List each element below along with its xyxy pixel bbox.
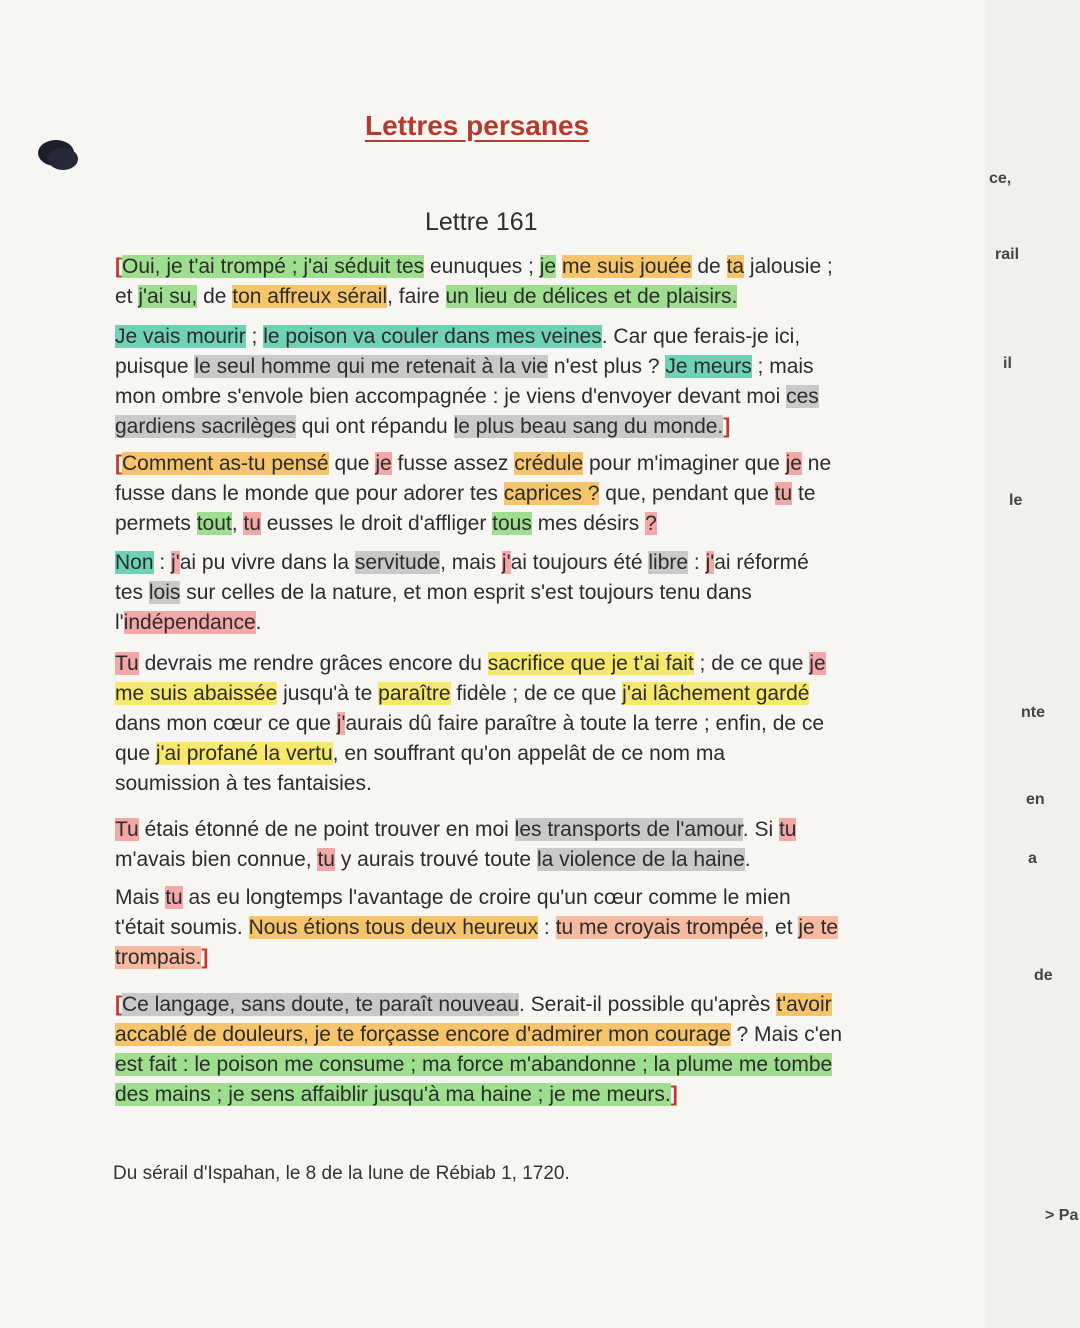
highlighted-text: ces	[786, 385, 819, 408]
text-run: que	[328, 452, 376, 475]
highlighted-text: Tu	[115, 652, 139, 675]
highlighted-text: tu	[774, 482, 793, 505]
text-run: soumission à tes fantaisies.	[115, 772, 372, 795]
text-line	[115, 509, 915, 539]
highlighted-text: est fait : le poison me consume ; ma force m'abandonne ; la plume me tombe	[115, 1053, 833, 1076]
highlighted-text: tu	[165, 886, 183, 909]
text-run: ai réformé	[714, 551, 809, 574]
annotation-bracket: [	[115, 255, 122, 278]
highlighted-text: tu	[778, 818, 797, 841]
highlighted-text: des mains ; je sens affaiblir jusqu'à ma haine ; je me meurs.	[115, 1083, 671, 1106]
highlighted-text: accablé de douleurs, je te forçasse encore d'admirer mon courage	[115, 1023, 731, 1046]
text-run: t'était soumis.	[115, 916, 249, 939]
text-run: de	[197, 285, 233, 308]
highlighted-text: trompais.	[115, 946, 202, 969]
text-run: devrais me rendre grâces encore du	[138, 652, 488, 675]
text-run: ; de ce que	[693, 652, 810, 675]
highlighted-text: gardiens sacrilèges	[115, 415, 296, 438]
text-run: l'	[115, 611, 124, 634]
text-run: permets	[115, 512, 197, 535]
text-run: , en souffrant qu'on appelât de ce nom ma	[332, 742, 726, 765]
text-run: te	[792, 482, 816, 505]
highlighted-text: j'ai lâchement gardé	[622, 682, 810, 705]
paragraph	[115, 322, 915, 442]
text-line	[115, 913, 915, 943]
highlighted-text: le plus beau sang du monde.	[453, 415, 724, 438]
text-run: sur celles de la nature, et mon esprit s'est toujours tenu dans	[180, 581, 752, 604]
highlighted-text: les transports de l'amour	[514, 818, 743, 841]
highlighted-text: j'	[501, 551, 511, 574]
paragraph	[115, 990, 915, 1110]
highlighted-text: tout	[196, 512, 232, 535]
binder-hole-shadow	[48, 148, 78, 170]
text-line	[115, 709, 915, 739]
text-run: dans mon cœur ce que	[115, 712, 337, 735]
highlighted-text: tu	[317, 848, 335, 871]
text-run: , et	[763, 916, 799, 939]
text-run: aurais dû faire paraître à toute la terre ; enfin, de ce	[345, 712, 825, 735]
highlighted-text: tu me croyais trompée	[555, 916, 764, 939]
annotation-bracket: ]	[670, 1083, 678, 1106]
text-run: , mais	[440, 551, 502, 574]
text-run: ne	[801, 452, 832, 475]
margin-fragment: il	[1003, 355, 1012, 372]
highlighted-text: indépendance	[123, 611, 256, 634]
highlighted-text: Oui, je t'ai trompé ; j'ai séduit tes	[122, 255, 425, 278]
margin-fragment: le	[1009, 492, 1023, 509]
text-run: que	[115, 742, 156, 765]
signature-line: Du sérail d'Ispahan, le 8 de la lune de Rébiab 1, 1720.	[113, 1163, 570, 1184]
margin-fragment: de	[1034, 967, 1053, 984]
text-line	[115, 883, 915, 913]
text-run: mon ombre s'envole bien accompagnée : je viens d'envoyer devant moi	[115, 385, 787, 408]
highlighted-text: me suis abaissée	[115, 682, 278, 705]
highlighted-text: je	[375, 452, 392, 475]
highlighted-text: Comment as-tu pensé	[122, 452, 329, 475]
highlighted-text: ?	[645, 512, 657, 535]
highlighted-text: un lieu de délices et de plaisirs.	[445, 285, 738, 308]
text-run: jalousie ;	[744, 255, 833, 278]
text-run: m'avais bien connue,	[115, 848, 318, 871]
paragraph	[115, 449, 915, 539]
text-run: que, pendant que	[599, 482, 775, 505]
text-run: pour m'imaginer que	[583, 452, 786, 475]
highlighted-text: Je vais mourir	[115, 325, 246, 348]
highlighted-text: paraître	[378, 682, 451, 705]
highlighted-text: je te	[798, 916, 839, 939]
text-line	[115, 845, 915, 875]
text-run: . Car que ferais-je ici,	[601, 325, 801, 348]
highlighted-text: Ce langage, sans doute, te paraît nouveau	[122, 993, 519, 1016]
text-run: puisque	[115, 355, 195, 378]
highlighted-text: me suis jouée	[561, 255, 692, 278]
text-line	[115, 449, 915, 479]
highlighted-text: ton affreux sérail	[232, 285, 388, 308]
highlighted-text: libre	[648, 551, 689, 574]
text-run: eusses le droit d'affliger	[260, 512, 493, 535]
text-run: .	[744, 848, 751, 871]
text-run: mes désirs	[531, 512, 646, 535]
text-line	[115, 412, 915, 442]
text-line	[115, 739, 915, 769]
text-line	[115, 1020, 915, 1050]
text-run: et	[115, 285, 139, 308]
text-run: :	[538, 916, 556, 939]
text-run: qui ont répandu	[295, 415, 454, 438]
text-run: fidèle ; de ce que	[450, 682, 623, 705]
highlighted-text: sacrifice que je t'ai fait	[487, 652, 694, 675]
highlighted-text: Nous étions tous deux heureux	[248, 916, 539, 939]
text-line	[115, 990, 915, 1020]
text-line	[115, 578, 915, 608]
text-line	[115, 769, 915, 799]
text-run: eunuques ;	[424, 255, 540, 278]
highlighted-text: le poison va couler dans mes veines	[263, 325, 602, 348]
text-line	[115, 649, 915, 679]
text-run: fusse dans le monde que pour adorer tes	[115, 482, 504, 505]
text-run: . Serait-il possible qu'après	[518, 993, 777, 1016]
annotation-bracket: [	[115, 993, 122, 1016]
highlighted-text: j'	[336, 712, 346, 735]
margin-fragment: rail	[995, 246, 1020, 263]
highlighted-text: tous	[492, 512, 532, 535]
text-run: ? Mais c'en	[730, 1023, 843, 1046]
highlighted-text: servitude	[354, 551, 441, 574]
text-run: tes	[115, 581, 149, 604]
text-run: , faire	[387, 285, 446, 308]
highlighted-text: j'ai profané la vertu	[155, 742, 333, 765]
text-line	[115, 1050, 915, 1080]
highlighted-text: Tu	[115, 818, 139, 841]
text-line	[115, 943, 915, 973]
highlighted-text: je	[785, 452, 802, 475]
text-line	[115, 352, 915, 382]
paragraph	[115, 548, 915, 638]
text-line	[115, 608, 915, 638]
highlighted-text: crédule	[514, 452, 584, 475]
text-line	[115, 282, 915, 312]
highlighted-text: Non	[115, 551, 154, 574]
letter-number: Lettre 161	[425, 208, 538, 236]
text-run: :	[688, 551, 706, 574]
text-run: :	[153, 551, 172, 574]
annotation-bracket: ]	[201, 946, 209, 969]
text-run: as eu longtemps l'avantage de croire qu'un cœur comme le mien	[182, 886, 791, 909]
text-line	[115, 815, 915, 845]
text-run: ai toujours été	[510, 551, 649, 574]
highlighted-text: t'avoir	[776, 993, 832, 1016]
text-run: ; mais	[751, 355, 814, 378]
text-run: ,	[231, 512, 244, 535]
paragraph	[115, 649, 915, 799]
text-run: ai pu vivre dans la	[179, 551, 355, 574]
text-run: . Si	[742, 818, 779, 841]
highlighted-text: Je meurs	[665, 355, 752, 378]
text-line	[115, 548, 915, 578]
highlighted-text: caprices ?	[503, 482, 600, 505]
annotation-bracket: [	[115, 452, 122, 475]
highlighted-text: la violence de la haine	[536, 848, 745, 871]
highlighted-text: le seul homme qui me retenait à la vie	[194, 355, 549, 378]
highlighted-text: j'ai su,	[138, 285, 198, 308]
highlighted-text: je	[809, 652, 826, 675]
highlighted-text: tu	[243, 512, 261, 535]
paragraph	[115, 815, 915, 875]
text-line	[115, 479, 915, 509]
margin-fragment: en	[1026, 791, 1045, 808]
annotation-bracket: ]	[723, 415, 731, 438]
text-line	[115, 382, 915, 412]
margin-fragment: a	[1028, 850, 1037, 867]
text-run: de	[691, 255, 727, 278]
paragraph	[115, 252, 915, 312]
text-line	[115, 1080, 915, 1110]
text-run: étais étonné de ne point trouver en moi	[138, 818, 515, 841]
margin-fragment: ce,	[989, 170, 1012, 187]
text-run: ;	[245, 325, 264, 348]
highlighted-text: lois	[148, 581, 181, 604]
highlighted-text: j'	[705, 551, 715, 574]
text-line	[115, 679, 915, 709]
adjacent-page-edge	[985, 0, 1080, 1328]
paragraph	[115, 883, 915, 973]
margin-fragment: > Pa	[1045, 1207, 1079, 1224]
text-run: .	[255, 611, 262, 634]
text-run: jusqu'à te	[277, 682, 379, 705]
document-title: Lettres persanes	[365, 110, 590, 141]
text-line	[115, 322, 915, 352]
text-line	[115, 252, 915, 282]
text-run: y aurais trouvé toute	[334, 848, 537, 871]
text-run: fusse assez	[391, 452, 515, 475]
highlighted-text: je	[539, 255, 557, 278]
margin-fragment: nte	[1021, 704, 1045, 721]
highlighted-text: ta	[726, 255, 745, 278]
text-run: n'est plus ?	[548, 355, 666, 378]
text-run: Mais	[115, 886, 166, 909]
highlighted-text: j'	[171, 551, 180, 574]
